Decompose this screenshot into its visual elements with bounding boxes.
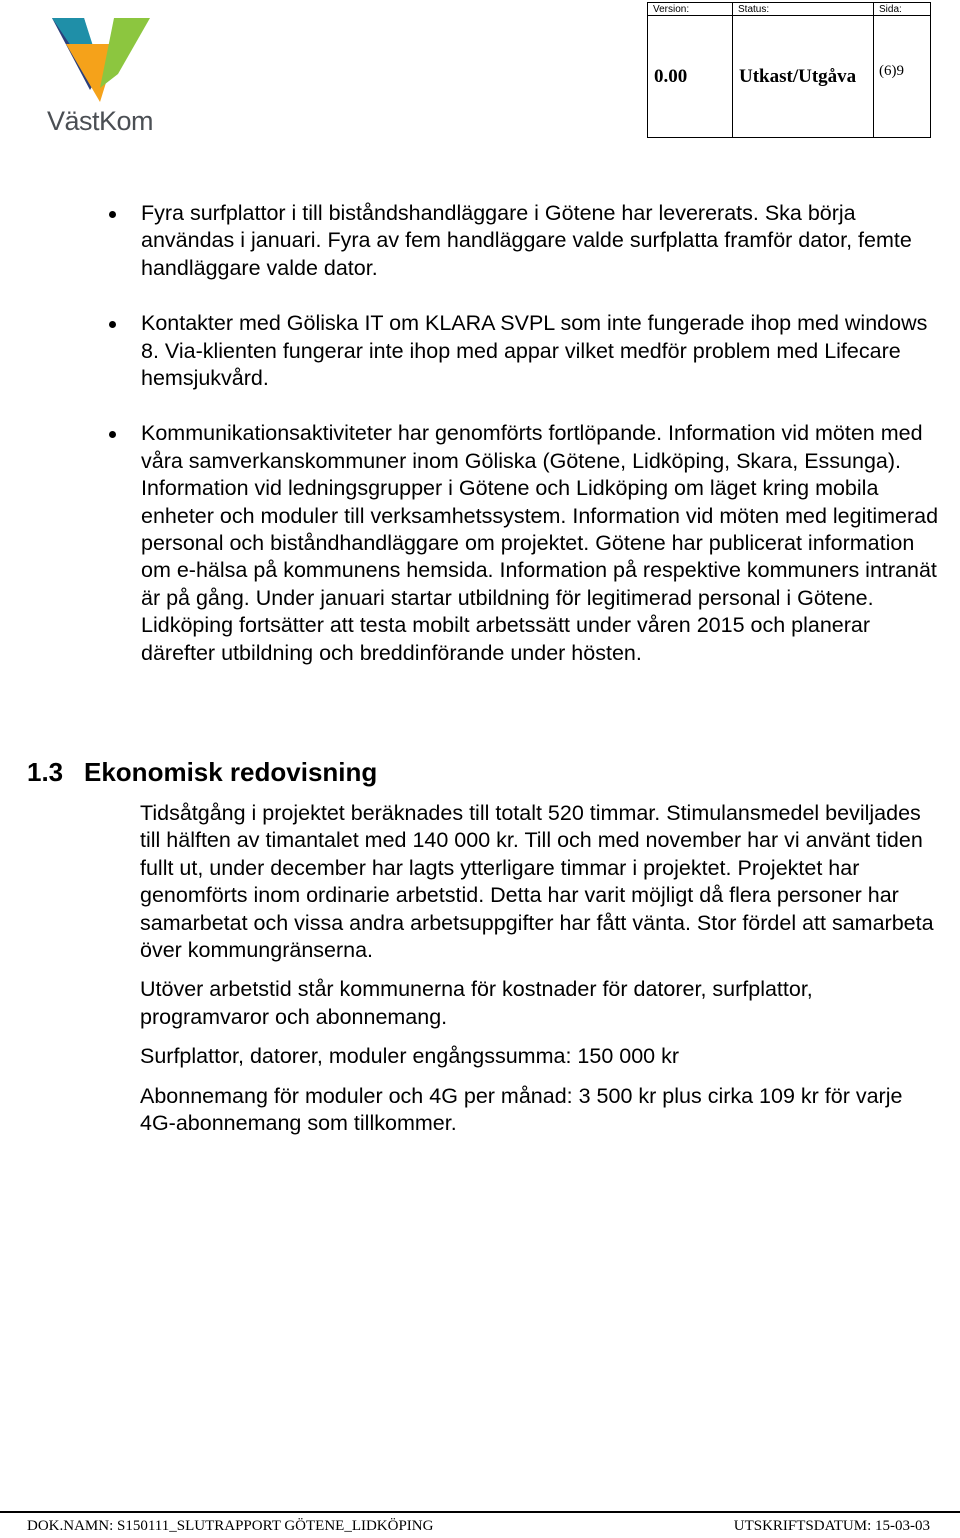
footer-divider — [0, 1511, 960, 1513]
version-label: Version: — [648, 3, 733, 16]
footer-document-name: DOK.NAMN: S150111_SLUTRAPPORT GÖTENE_LIDKÖPING — [27, 1518, 434, 1534]
status-label: Status: — [733, 3, 874, 16]
bullet-text: Kontakter med Göliska IT om KLARA SVPL som inte fungerade ihop med windows 8. Via-klienten fungerar inte ihop med appar vilket medför problem med Lifecare hemsjukvård. — [141, 311, 928, 391]
paragraph-one-time-sum: Surfplattor, datorer, moduler engångssumma: 150 000 kr — [140, 1044, 680, 1069]
status-bullet-list — [0, 200, 960, 695]
bullet-dot-icon — [109, 211, 116, 218]
bullet-dot-icon — [109, 431, 116, 438]
bullet-text: Fyra surfplattor i till biståndshandläggare i Götene har levererats. Ska börja användas i januari. Fyra av fem handläggare valde surfplatta framför dator, femte handläggare valde dator. — [141, 201, 912, 280]
bullet-dot-icon — [109, 321, 116, 328]
document-meta-table — [647, 2, 931, 138]
vastkom-logo — [44, 14, 156, 138]
logo-green-shard — [100, 18, 150, 88]
status-value: Utkast/Utgåva — [733, 16, 874, 137]
section-number: 1.3 — [27, 757, 64, 787]
bullet-item — [0, 310, 941, 392]
section-body — [140, 800, 940, 1149]
section-title: Ekonomisk redovisning — [84, 757, 378, 787]
version-value: 0.00 — [648, 16, 733, 137]
page-value: (6)9 — [879, 63, 904, 79]
page-label: Sida: — [874, 3, 930, 16]
footer-print-date: UTSKRIFTSDATUM: 15-03-03 — [733, 1518, 930, 1534]
logo-wordmark: VästKom — [46, 106, 154, 136]
bullet-item — [0, 200, 941, 282]
paragraph-subscription: Abonnemang för moduler och 4G per månad: 3 500 kr plus cirka 109 kr för varje 4G-abonnemang som tillkommer. — [140, 1083, 903, 1136]
bullet-item — [0, 420, 941, 667]
paragraph-costs: Utöver arbetstid står kommunerna för kostnader för datorer, surfplattor, programvaror och abonnemang. — [140, 977, 813, 1029]
paragraph-time-spent: Tidsåtgång i projektet beräknades till totalt 520 timmar. Stimulansmedel beviljades till hälften av timantalet med 140 000 kr. Till och med november har vi använt tiden fullt ut, under december har lagts ytterligare timmar i projektet. Projektet har genomförts inom ordinarie arbetstid. Detta har varit möjligt då flera personer har samarbetat och vissa andra arbetsuppgifter har fått vänta. Stor fördel att samarbeta över kommungränserna. — [140, 801, 934, 963]
section-heading — [27, 756, 377, 788]
vastkom-logo-mark — [44, 14, 156, 110]
bullet-text: Kommunikationsaktiviteter har genomförts fortlöpande. Information vid möten med våra samverkanskommuner inom Göliska (Götene, Lidköping, Skara, Essunga). Information vid ledningsgrupper i Götene och Lidköping om läget kring mobila enheter och moduler till verksamhetssystem. Information vid möten med legitimerad personal och biståndhandläggare om projektet. Götene har publicerat information om e-hälsa på kommunens hemsida. Information på respektive kommuners intranät är på gång. Under januari startar utbildning för legitimerad personal i Götene. Lidköping fortsätter att testa mobilt arbetssätt under våren 2015 och planerar därefter utbildning och breddinförande under hösten. — [141, 421, 939, 665]
